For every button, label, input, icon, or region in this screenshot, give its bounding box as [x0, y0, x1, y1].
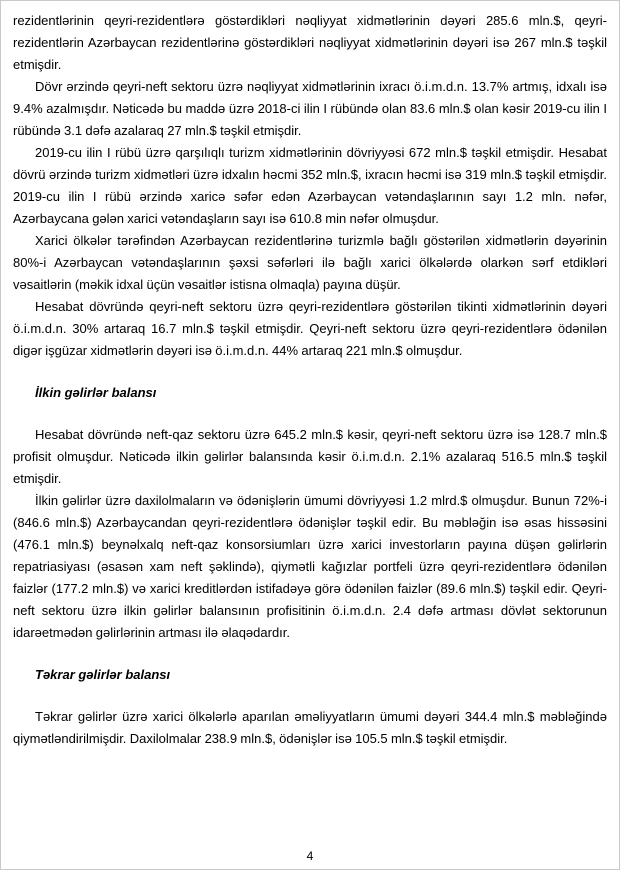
page-number: 4 — [306, 849, 314, 863]
paragraph: Hesabat dövründə neft-qaz sektoru üzrə 645.2 mln.$ kəsir, qeyri-neft sektoru üzrə isə 128.7 mln.$ profisit olmuşdur. Nəticədə ilkin gəlirlər balansında kəsir ö.i.m.d.n. 2.1% azalaraq 516.5 mln.$ təşkil etmişdir. — [13, 427, 607, 486]
paragraph: Dövr ərzində qeyri-neft sektoru üzrə nəqliyyat xidmətlərinin ixracı ö.i.m.d.n. 13.7% artmış, idxalı isə 9.4% azalmışdır. Nəticədə bu maddə üzrə 2018-ci ilin I rübündə olan 83.6 mln.$ olan kəsir 2019-cu ilin I rübündə 3.1 dəfə azalaraq 27 mln.$ təşkil etmişdir. — [13, 79, 607, 138]
paragraph: 2019-cu ilin I rübü üzrə qarşılıqlı turizm xidmətlərinin dövriyyəsi 672 mln.$ təşkil etmişdir. Hesabat dövrü ərzində turizm xidmətləri üzrə idxalın həcmi 352 mln.$, ixracın həcmi isə 319 mln.$ təşkil etmişdir. 2019-cu ilin I rübü ərzində xaricə səfər edən Azərbaycan vətəndaşlarının sayı 1.2 mln. nəfər, Azərbaycana gələn xarici vətəndaşların sayı isə 610.8 min nəfər olmuşdur. — [13, 145, 607, 226]
paragraph: İlkin gəlirlər üzrə daxilolmaların və ödənişlərin ümumi dövriyyəsi 1.2 mlrd.$ olmuşdur. Bunun 72%-i (846.6 mln.$) Azərbaycandan qeyri-rezidentlərə ödənişlər təşkil edir. Bu məbləğin isə əsas hissəsini (476.1 mln.$) beynəlxalq neft-qaz konsorsiumları üzrə xarici investorların payına düşən gəlirlərin repatriasiyası (əsasən xam neft şəklində), qiymətli kağızlar portfeli üzrə qeyri-rezidentlərə ödənilən faizlər (177.2 mln.$) və xarici kreditlərdən istifadəyə görə ödənilən faizlər (89.6 mln.$) təşkil edir. Qeyri-neft sektoru üzrə ilkin gəlirlər balansının profisitinin ö.i.m.d.n. 2.4 dəfə artması dövlət sektorunun idarəetmədən gəlirlərinin artması ilə əlaqədardır. — [13, 493, 607, 640]
document-body — [13, 10, 607, 750]
paragraph: Hesabat dövründə qeyri-neft sektoru üzrə qeyri-rezidentlərə göstərilən tikinti xidmətlərinin dəyəri ö.i.m.d.n. 30% artaraq 16.7 mln.$ təşkil etmişdir. Qeyri-neft sektoru üzrə qeyri-rezidentlərə ödənilən digər işgüzar xidmətlərin dəyəri isə ö.i.m.d.n. 44% artaraq 221 mln.$ olmuşdur. — [13, 299, 607, 358]
section-heading: İlkin gəlirlər balansı — [35, 385, 157, 400]
page-footer — [1, 849, 619, 863]
section-heading: Təkrar gəlirlər balansı — [35, 667, 171, 682]
paragraph: rezidentlərinin qeyri-rezidentlərə göstərdikləri nəqliyyat xidmətlərinin dəyəri 285.6 mln.$, qeyri-rezidentlərin Azərbaycan rezidentlərinə göstərdikləri nəqliyyat xidmətlərinin dəyəri isə 267 mln.$ təşkil etmişdir. — [13, 13, 607, 72]
paragraph: Xarici ölkələr tərəfindən Azərbaycan rezidentlərinə turizmlə bağlı göstərilən xidmətlərin dəyərinin 80%-i Azərbaycan vətəndaşlarının şəxsi səfərləri ilə bağlı xarici ölkələrdə olarkən sərf etdikləri vəsaitlərin (məkik idxal üçün vəsaitlər istisna olmaqla) payına düşür. — [13, 233, 607, 292]
paragraph: Təkrar gəlirlər üzrə xarici ölkələrlə aparılan əməliyyatların ümumi dəyəri 344.4 mln.$ məbləğində qiymətləndirilmişdir. Daxilolmalar 238.9 mln.$, ödənişlər isə 105.5 mln.$ təşkil etmişdir. — [13, 709, 607, 746]
